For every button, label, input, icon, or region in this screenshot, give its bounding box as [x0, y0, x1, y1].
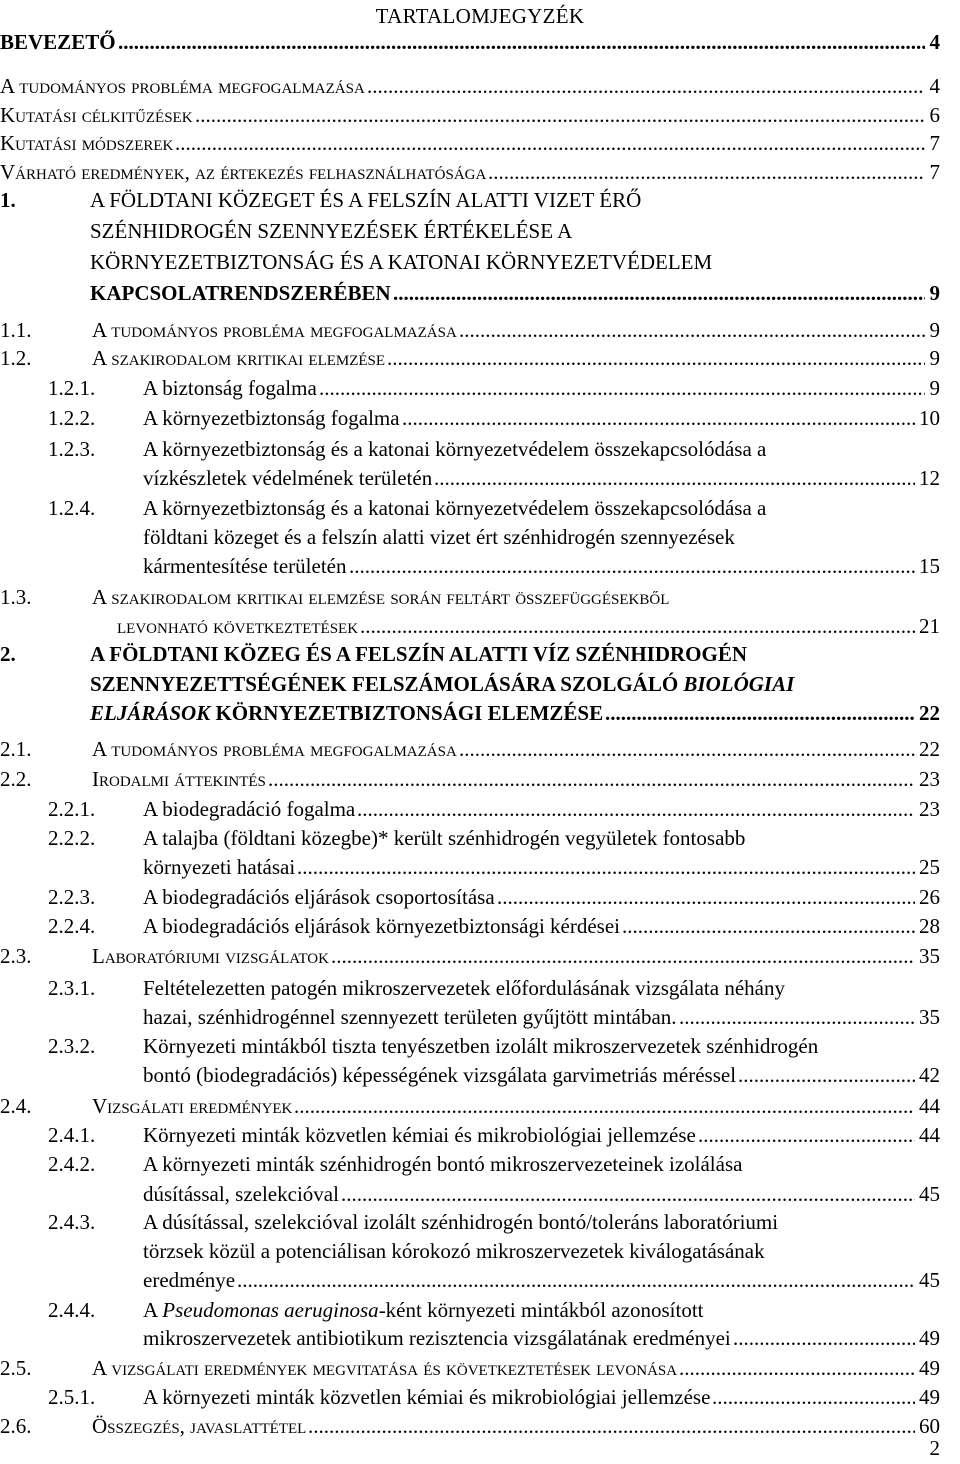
toc-page-number: 23 [919, 767, 940, 791]
toc-entry-title: levonható következtetések [117, 614, 359, 638]
toc-page-number: 60 [919, 1414, 940, 1438]
toc-page-number: 10 [919, 406, 940, 430]
toc-leader-dots [393, 281, 925, 306]
toc-page-number: 23 [919, 797, 940, 821]
toc-page-number: 21 [919, 614, 940, 638]
toc-leader-dots [605, 701, 915, 726]
toc-entry-title: A FÖLDTANI KÖZEGET ÉS A FELSZÍN ALATTI VIZET ÉRŐ [90, 188, 642, 212]
toc-leader-dots [733, 1326, 915, 1351]
toc-leader-dots [712, 1385, 915, 1410]
toc-leader-dots [331, 944, 915, 969]
toc-entry-number: 2.4.1. [48, 1123, 96, 1147]
toc-entry-number: 2.2.1. [48, 797, 96, 821]
toc-entry-title: KÖRNYEZETBIZTONSÁG ÉS A KATONAI KÖRNYEZETVÉDELEM [90, 250, 713, 274]
toc-entry-number: 2.5.1. [48, 1385, 96, 1409]
page-number: 2 [929, 1436, 940, 1460]
toc-page-number: 25 [919, 855, 940, 879]
toc-entry-title: A talajba (földtani közegbe)* került szénhidrogén vegyületek fontosabb [143, 826, 746, 850]
toc-entry-title: A tudományos probléma megfogalmazása [0, 74, 365, 98]
toc-entry-title: A vizsgálati eredmények megvitatása és következtetések levonása [92, 1356, 678, 1380]
toc-entry-number: 2.4.4. [48, 1298, 96, 1322]
toc-page-number: 9 [929, 376, 940, 400]
toc-page-number: 12 [919, 466, 940, 490]
toc-page-number: 9 [929, 346, 940, 370]
toc-leader-dots [268, 767, 915, 792]
toc-leader-dots [434, 466, 915, 491]
toc-entry-number: 2.1. [0, 737, 32, 761]
toc-entry-title: Feltételezetten patogén mikroszervezetek előfordulásának vizsgálata néhány [143, 976, 785, 1000]
toc-entry-number: 2.4.2. [48, 1152, 96, 1176]
toc-entry-number: 1.2.2. [48, 406, 96, 430]
toc-entry-title: A környezetbiztonság fogalma [143, 406, 400, 430]
toc-page-number: 35 [919, 944, 940, 968]
toc-entry-title: Kutatási célkitűzések [0, 103, 193, 127]
toc-page-number: 44 [919, 1094, 940, 1118]
toc-page-number: 42 [919, 1063, 940, 1087]
toc-leader-dots [360, 614, 915, 639]
toc-page-number: 22 [919, 737, 940, 761]
toc-entry-title: A FÖLDTANI KÖZEG ÉS A FELSZÍN ALATTI VÍZ SZÉNHIDROGÉN [90, 642, 748, 666]
toc-entry-number: 1.2.4. [48, 496, 96, 520]
toc-page-number: 4 [929, 30, 940, 54]
toc-page-number: 28 [919, 914, 940, 938]
toc-leader-dots [367, 74, 925, 99]
toc-page-number: 49 [919, 1356, 940, 1380]
toc-entry-title: A biodegradáció fogalma [143, 797, 356, 821]
toc-leader-dots [349, 554, 915, 579]
toc-leader-dots [402, 406, 915, 431]
toc-entry-number: 2.2.2. [48, 826, 96, 850]
toc-entry-number: 2.3.2. [48, 1034, 96, 1058]
toc-leader-dots [237, 1268, 915, 1293]
toc-entry-title: törzsek közül a potenciálisan kórokozó mikroszervezetek kiválogatásának [143, 1239, 765, 1263]
toc-page-number: 9 [929, 318, 940, 342]
toc-entry-number: 2.3. [0, 944, 32, 968]
toc-entry-title: Környezeti minták közvetlen kémiai és mikrobiológiai jellemzése [143, 1123, 696, 1147]
toc-entry-title: Vizsgálati eredmények [92, 1094, 293, 1118]
toc-entry-title: A Pseudomonas aeruginosa-ként környezeti mintákból azonosított [143, 1298, 704, 1322]
toc-leader-dots [488, 160, 925, 185]
toc-entry-number: 2.4. [0, 1094, 32, 1118]
toc-page-number: 7 [929, 160, 940, 184]
toc-entry-title: A dúsítással, szelekcióval izolált szénhidrogén bontó/toleráns laboratóriumi [143, 1210, 779, 1234]
toc-page-number: 9 [929, 281, 940, 305]
toc-entry-title: bontó (biodegradációs) képességének vizsgálata garvimetriás méréssel [143, 1063, 737, 1087]
toc-entry-title: SZÉNHIDROGÉN SZENNYEZÉSEK ÉRTÉKELÉSE A [90, 219, 573, 243]
toc-leader-dots [319, 376, 925, 401]
toc-entry-title: Várható eredmények, az értekezés felhasználhatósága [0, 160, 487, 184]
toc-leader-dots [738, 1063, 915, 1088]
toc-leader-dots [297, 855, 915, 880]
toc-leader-dots [387, 346, 925, 371]
toc-page-number: 26 [919, 885, 940, 909]
toc-entry-title: kármentesítése területén [143, 554, 347, 578]
toc-entry-title: A környezeti minták közvetlen kémiai és mikrobiológiai jellemzése [143, 1385, 711, 1409]
toc-entry-title: Kutatási módszerek [0, 131, 174, 155]
toc-page-number: 45 [919, 1268, 940, 1292]
toc-entry-title: Összegzés, javaslattétel [92, 1414, 307, 1438]
toc-leader-dots [459, 737, 915, 762]
toc-entry-title: A szakirodalom kritikai elemzése során feltárt összefüggésekből [92, 585, 670, 609]
toc-page-number: 4 [929, 74, 940, 98]
toc-leader-dots [679, 1005, 915, 1030]
toc-entry-title: KAPCSOLATRENDSZERÉBEN [90, 281, 391, 305]
toc-entry-title: földtani közeget és a felszín alatti vizet ért szénhidrogén szennyezések [143, 525, 735, 549]
toc-entry-number: 2.4.3. [48, 1210, 96, 1234]
toc-page-number: 7 [929, 131, 940, 155]
toc-entry-title: Laboratóriumi vizsgálatok [92, 944, 329, 968]
toc-entry-number: 1.2.3. [48, 437, 96, 461]
toc-leader-dots [679, 1356, 915, 1381]
toc-entry-number: 1.1. [0, 318, 32, 342]
toc-leader-dots [622, 914, 915, 939]
toc-page-number: 35 [919, 1005, 940, 1029]
toc-entry-number: 1. [0, 188, 16, 212]
toc-entry-number: 1.3. [0, 585, 32, 609]
toc-page-number: 44 [919, 1123, 940, 1147]
toc-leader-dots [175, 131, 925, 156]
toc-entry-title: A környezeti minták szénhidrogén bontó mikroszervezeteinek izolálása [143, 1152, 743, 1176]
toc-entry-title: eredménye [143, 1268, 236, 1292]
toc-page-number: 49 [919, 1385, 940, 1409]
toc-entry-title: vízkészletek védelmének területén [143, 466, 433, 490]
toc-entry-title: A környezetbiztonság és a katonai környezetvédelem összekapcsolódása a [143, 437, 767, 461]
toc-entry-title: SZENNYEZETTSÉGÉNEK FELSZÁMOLÁSÁRA SZOLGÁLÓ BIOLÓGIAI [90, 672, 795, 696]
toc-page-number: 15 [919, 554, 940, 578]
toc-page-number: 22 [919, 701, 940, 725]
toc-entry-title: mikroszervezetek antibiotikum rezisztencia vizsgálatának eredményei [143, 1326, 731, 1350]
toc-leader-dots [118, 30, 925, 55]
toc-entry-title: A biodegradációs eljárások környezetbiztonsági kérdései [143, 914, 620, 938]
toc-entry-number: 2.2.3. [48, 885, 96, 909]
toc-entry-title: Környezeti mintákból tiszta tenyészetben izolált mikroszervezetek szénhidrogén [143, 1034, 819, 1058]
toc-entry-title: A tudományos probléma megfogalmazása [92, 737, 457, 761]
toc-entry-title: A szakirodalom kritikai elemzése [92, 346, 386, 370]
toc-entry-title: hazai, szénhidrogénnel szennyezett területen gyűjtött mintában. [143, 1005, 677, 1029]
toc-leader-dots [698, 1123, 915, 1148]
toc-entry-title: ELJÁRÁSOK KÖRNYEZETBIZTONSÁGI ELEMZÉSE [90, 701, 604, 725]
toc-leader-dots [357, 797, 915, 822]
toc-entry-title: BEVEZETŐ [0, 30, 116, 54]
toc-entry-title: A biztonság fogalma [143, 376, 317, 400]
toc-leader-dots [459, 318, 925, 343]
toc-entry-title: A biodegradációs eljárások csoportosítása [143, 885, 495, 909]
toc-entry-number: 1.2. [0, 346, 32, 370]
toc-entry-number: 2.6. [0, 1414, 32, 1438]
toc-leader-dots [341, 1182, 915, 1207]
toc-leader-dots [294, 1094, 915, 1119]
toc-page-number: 49 [919, 1326, 940, 1350]
toc-entry-number: 2. [0, 642, 16, 666]
toc-entry-number: 2.2.4. [48, 914, 96, 938]
toc-entry-title: dúsítással, szelekcióval [143, 1182, 339, 1206]
toc-entry-number: 2.3.1. [48, 976, 96, 1000]
page-title: TARTALOMJEGYZÉK [375, 4, 585, 28]
toc-entry-title: A tudományos probléma megfogalmazása [92, 318, 457, 342]
toc-leader-dots [497, 885, 915, 910]
toc-entry-number: 2.2. [0, 767, 32, 791]
toc-entry-title: Irodalmi áttekintés [92, 767, 266, 791]
toc-entry-title: környezeti hatásai [143, 855, 296, 879]
toc-entry-number: 2.5. [0, 1356, 32, 1380]
toc-entry-number: 1.2.1. [48, 376, 96, 400]
toc-page-number: 45 [919, 1182, 940, 1206]
toc-page-number: 6 [929, 103, 940, 127]
toc-leader-dots [308, 1414, 915, 1439]
toc-leader-dots [195, 103, 925, 128]
toc-entry-title: A környezetbiztonság és a katonai környezetvédelem összekapcsolódása a [143, 496, 767, 520]
